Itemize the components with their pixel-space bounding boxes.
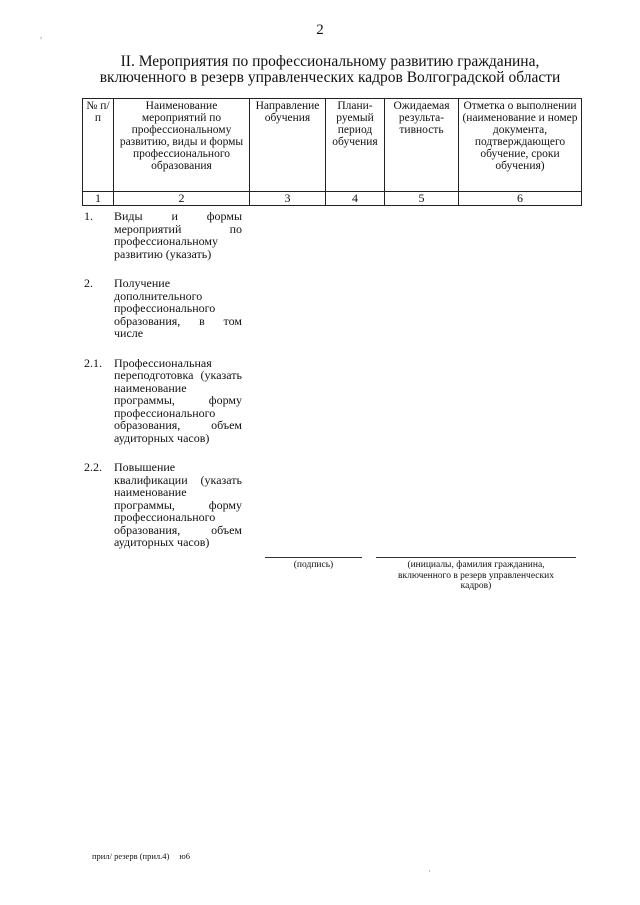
item-number: 2.2. (84, 460, 102, 474)
item-number: 1. (84, 209, 93, 223)
list-item (84, 461, 254, 549)
page-number: 2 (316, 22, 324, 38)
list-item (84, 357, 254, 445)
name-label: (инициалы, фамилия гражданина, включенного в резерв управленческих кадров) (398, 560, 554, 591)
name-line (376, 557, 576, 558)
item-text: Профессиональная переподготовка (указать наименование программы, форму профессионального образования, объем аудиторных часов) (114, 355, 242, 445)
header-row (83, 99, 582, 192)
plan-table (82, 98, 582, 206)
column-number: 6 (459, 192, 582, 206)
footer-file-name: прил/ резерв (прил.4) (92, 851, 170, 861)
list-item (84, 210, 254, 260)
list-item (84, 277, 254, 340)
header-completion-mark: Отметка о выполнении (наименование и номер документа, подтверждающего обучение, сроки обучения) (459, 99, 582, 192)
header-expected-result: Ожидаемая результа- тивность (385, 99, 459, 192)
column-number: 2 (114, 192, 250, 206)
scan-mark: , (40, 30, 43, 40)
activity-list (84, 210, 254, 566)
footer (92, 851, 190, 861)
column-number: 3 (250, 192, 326, 206)
column-number: 1 (83, 192, 114, 206)
section-title-line-2: включенного в резерв управленческих кадров Волгоградской области (99, 69, 561, 86)
item-text: Получение дополнительного профессионального образования, в том числе (114, 276, 242, 340)
header-planned-period: Плани- руемый период обучения (326, 99, 385, 192)
section-title (60, 54, 600, 86)
item-text: Повышение квалификации (указать наименование программы, форму профессионального образования, объем аудиторных часов) (114, 460, 242, 549)
header-number: № п/п (83, 99, 114, 192)
signature-line (265, 557, 362, 558)
column-number-row (83, 192, 582, 206)
header-activity-name: Наименование мероприятий по профессиональному развитию, виды и формы профессионального образования (114, 99, 250, 192)
header-training-direction: Направление обучения (250, 99, 326, 192)
item-number: 2.1. (84, 355, 102, 370)
footer-code: ю6 (179, 851, 190, 861)
column-number: 5 (385, 192, 459, 206)
signature-label: (подпись) (293, 560, 334, 570)
scan-mark: · (428, 866, 431, 876)
section-title-line-1: II. Мероприятия по профессиональному развитию гражданина, (120, 53, 540, 70)
item-number: 2. (84, 276, 93, 290)
item-text: Виды и формы мероприятий по профессиональному развитию (указать) (114, 209, 242, 261)
column-number: 4 (326, 192, 385, 206)
